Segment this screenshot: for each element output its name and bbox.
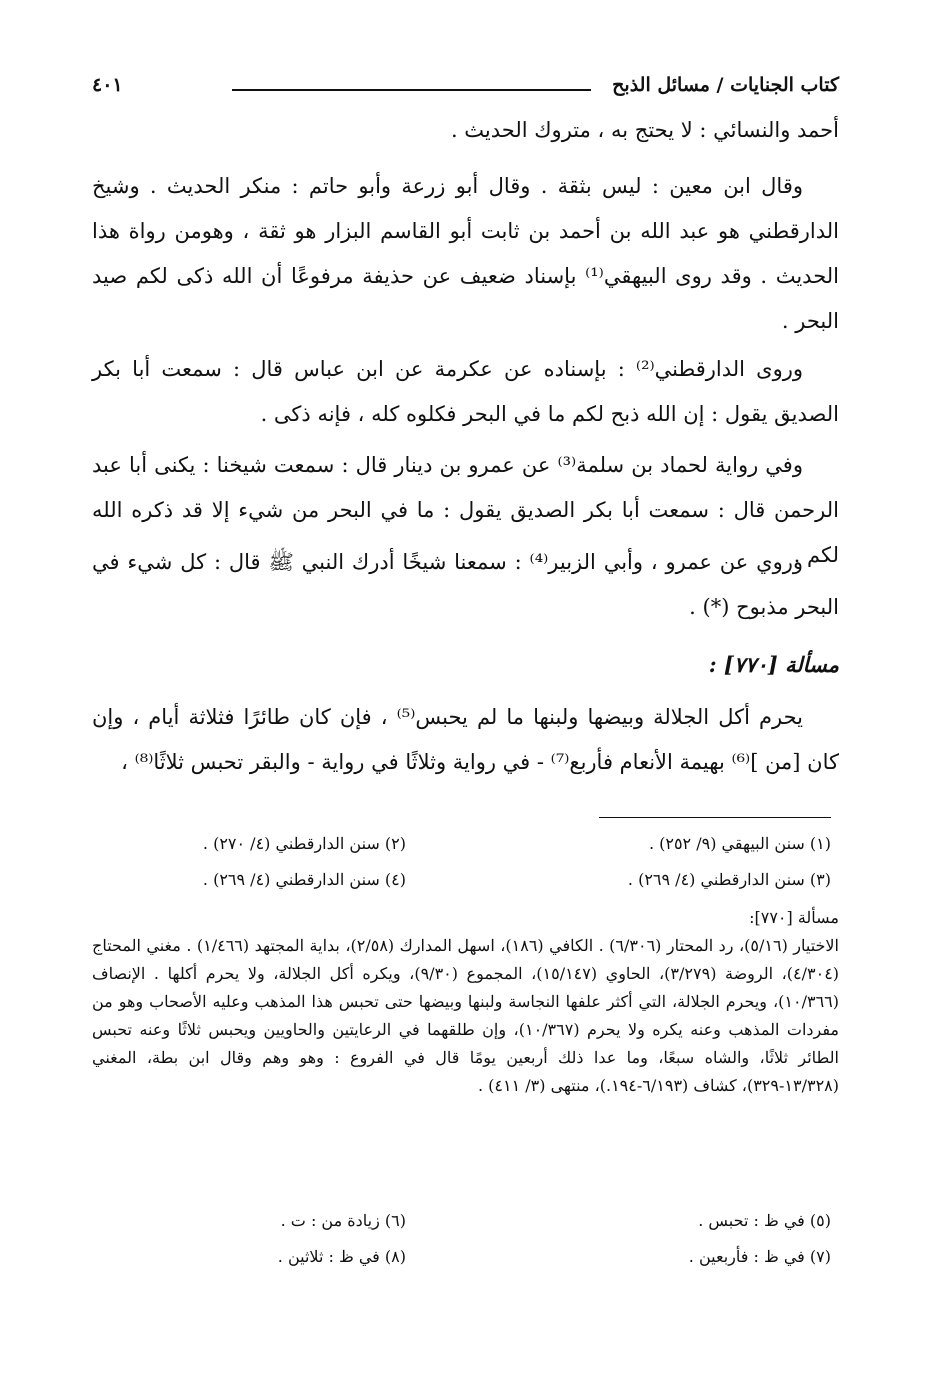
footnote-separator	[599, 817, 831, 818]
paragraph-1: أحمد والنسائي : لا يحتج به ، متروك الحديث .	[450, 118, 839, 142]
paragraph-5: وروي عن عمرو ، وأبي الزبير⁽⁴⁾ : سمعنا شيخًا أدرك النبي ﷺ قال : كل شيء في البحر مذبوح (*) .	[92, 550, 839, 619]
footnote-5: (٥) في ظ : تحبس .	[698, 1211, 831, 1230]
header-rule	[232, 89, 591, 91]
masala-footnote	[92, 904, 839, 1100]
footnote-3: (٣) سنن الدارقطني (٤/ ٢٦٩) .	[627, 870, 831, 889]
paragraph-6: يحرم أكل الجلالة وبيضها ولبنها ما لم يحبس⁽⁵⁾ ، فإن كان طائرًا فثلاثة أيام ، وإن كان [من ]⁽⁶⁾ بهيمة الأنعام فأربع⁽⁷⁾ - في رواية وثلاثًا في رواية - والبقر تحبس ثلاثًا⁽⁸⁾ ،	[92, 705, 839, 774]
masala-footnote-label: مسألة [٧٧٠]:	[749, 908, 839, 927]
paragraph-2: وقال ابن معين : ليس بثقة . وقال أبو زرعة وأبو حاتم : منكر الحديث . وشيخ الدارقطني هو عبد الله بن أحمد بن ثابت أبو القاسم البزار هو ثقة ، وهومن رواة هذا الحديث . وقد روى البيهقي⁽¹⁾ بإسناد ضعيف عن حذيفة مرفوعًا أن الله ذكى لكم صيد البحر .	[92, 174, 839, 333]
running-title: كتاب الجنايات / مسائل الذبح	[612, 74, 839, 96]
masala-heading: مسألة [٧٧٠] :	[708, 652, 839, 677]
paragraph-4: وفي رواية لحماد بن سلمة⁽³⁾ عن عمرو بن دينار قال : سمعت شيخنا : يكنى أبا عبد الرحمن قال : سمعت أبا بكر الصديق يقول : ما في البحر من شيء إلا قد ذكره الله لكم .	[92, 453, 839, 567]
masala-footnote-text: الاختيار (٥/١٦)، رد المحتار (٦/٣٠٦) . الكافي (١٨٦)، اسهل المدارك (٢/٥٨)، بداية المجتهد (١/٤٦٦) . مغني المحتاج (٤/٣٠٤)، الروضة (٣/٢٧٩)، الحاوي (١٥/١٤٧)، المجموع (٩/٣٠)، ويكره أكل الجلالة، ولا يحرم أكلها . الإنصاف (١٠/٣٦٦)، ويحرم الجلالة، التي أكثر علفها النجاسة ولبنها وبيضها حتى تحبس هذا المذهب وعليه الأصحاب وهو من مفردات المذهب وعنه يكره ولا يحرم (١٠/٣٦٧)، وإن طلقهما في الرعايتين والحاويين ويحبس ثلاثًا وعنه تحبس الطائر ثلاثًا، والشاه سبعًا، وما عدا ذلك أربعين يومًا قال في الفروع : وهو وهم وقال ابن بطة، المغني (١٣/٣٢٨-٣٢٩)، كشاف (٦/١٩٣-١٩٤.)، منتهى (٣/ ٤١١) .	[92, 936, 840, 1095]
page-number: ٤٠١	[92, 74, 123, 96]
footnote-7: (٧) في ظ : فأربعين .	[688, 1247, 831, 1266]
footnote-8: (٨) في ظ : ثلاثين .	[277, 1247, 406, 1266]
footnote-4: (٤) سنن الدارقطني (٤/ ٢٦٩) .	[202, 870, 406, 889]
page-header	[92, 72, 839, 106]
footnote-2: (٢) سنن الدارقطني (٤/ ٢٧٠) .	[202, 834, 406, 853]
footnote-1: (١) سنن البيهقي (٩/ ٢٥٢) .	[648, 834, 831, 853]
paragraph-3: وروى الدارقطني⁽²⁾ : بإسناده عن عكرمة عن ابن عباس قال : سمعت أبا بكر الصديق يقول : إن الله ذبح لكم ما في البحر فكلوه كله ، فإنه ذكى .	[92, 357, 839, 426]
footnote-6: (٦) زيادة من : ت .	[280, 1211, 406, 1230]
